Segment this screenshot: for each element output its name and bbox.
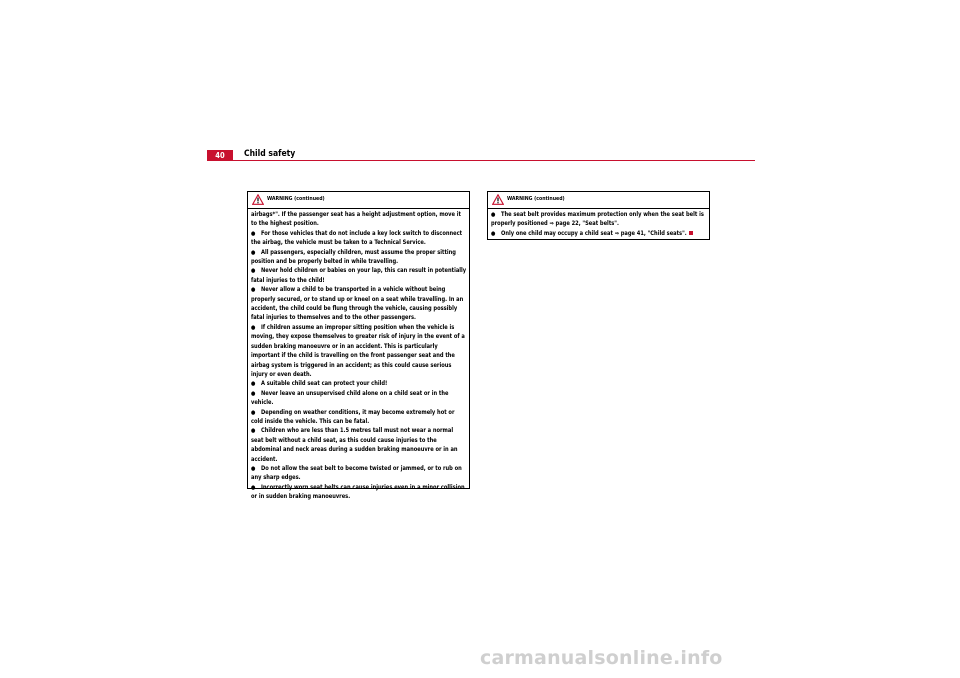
- warning-bullet: ● The seat belt provides maximum protection only when the seat belt is properly positioned ⇒ page 22, "Seat belts".: [491, 212, 704, 228]
- warning-triangle-icon: [252, 194, 264, 205]
- warning-bullet: ● For those vehicles that do not include a key lock switch to disconnect the airbag, the vehicle must be taken to a Technical Service.: [251, 230, 463, 247]
- page-header: [207, 150, 755, 161]
- bullet-icon: ●: [491, 212, 496, 218]
- page-number: 40: [207, 150, 233, 161]
- warning-bullet: ● Children who are less than 1.5 metres tall must not wear a normal seat belt without a child seat, as this could cause injuries to the abdominal and neck areas during a sudden braking manoeuvre or in an accident.: [251, 428, 458, 463]
- watermark: carmanualsonline.info: [480, 647, 723, 669]
- bullet-icon: ●: [251, 390, 256, 397]
- warning-bullet: ● Never allow a child to be transported in a vehicle without being properly secured, or to stand up or kneel on a seat while travelling. In an accident, the child could be flung through the vehicle, causing possibly fatal injuries to themselves and to the other passengers.: [251, 287, 464, 322]
- bullet-icon: ●: [251, 484, 256, 491]
- warning-bullet: ● All passengers, especially children, must assume the proper sitting position and be properly belted in while travelling.: [251, 249, 456, 266]
- bullet-icon: ●: [251, 465, 256, 472]
- warning-bullet: ● Incorrectly worn seat belts can cause injuries even in a minor collision or in sudden braking manoeuvres.: [251, 484, 465, 501]
- bullet-icon: ●: [251, 428, 256, 435]
- warning-bullet: ● Only one child may occupy a child seat ⇒ page 41, "Child seats".: [491, 230, 707, 239]
- warning-intro: airbags*". If the passenger seat has a height adjustment option, move it to the highest position.: [251, 212, 461, 228]
- page-reference-link[interactable]: ⇒ page 22, "Seat belts".: [549, 221, 619, 228]
- section-title: Child safety: [244, 149, 296, 159]
- bullet-icon: ●: [251, 268, 256, 275]
- warning-bullet: ● Never hold children or babies on your lap, this can result in potentially fatal injuries to the child!: [251, 268, 467, 284]
- warning-box-right: [487, 191, 710, 240]
- bullet-icon: ●: [251, 381, 256, 388]
- warning-triangle-icon: [492, 194, 504, 205]
- bullet-icon: ●: [251, 287, 256, 294]
- warning-header: [488, 192, 709, 209]
- bullet-icon: ●: [491, 230, 496, 237]
- bullet-icon: ●: [251, 249, 256, 256]
- warning-label: WARNING (continued): [507, 196, 565, 202]
- warning-header: [248, 192, 469, 209]
- warning-bullet: ● If children assume an improper sitting position when the vehicle is moving, they expose themselves to greater risk of injury in the event of a sudden braking manoeuvre or in an accident. This is particularly important if the child is travelling on the front passenger seat and the airbag system is triggered in an accident; as this could cause serious injury or even death.: [251, 324, 465, 378]
- warning-bullet: ● Do not allow the seat belt to become twisted or jammed, or to rub on any sharp edges.: [251, 465, 462, 482]
- bullet-icon: ●: [251, 324, 256, 331]
- bullet-icon: ●: [251, 409, 256, 416]
- end-square-icon: [689, 231, 693, 235]
- warning-bullet: ● Never leave an unsupervised child alone on a child seat or in the vehicle.: [251, 390, 449, 407]
- warning-box-left: [247, 191, 470, 501]
- page-reference-link[interactable]: ⇒ page 41, "Child seats".: [614, 230, 687, 237]
- warning-bullet: ● A suitable child seat can protect your child!: [251, 380, 467, 389]
- header-rule: [207, 160, 755, 161]
- warning-label: WARNING (continued): [267, 196, 325, 202]
- bullet-icon: ●: [251, 230, 256, 237]
- warning-bullet: ● Depending on weather conditions, it may become extremely hot or cold inside the vehicle. This can be fatal.: [251, 409, 455, 425]
